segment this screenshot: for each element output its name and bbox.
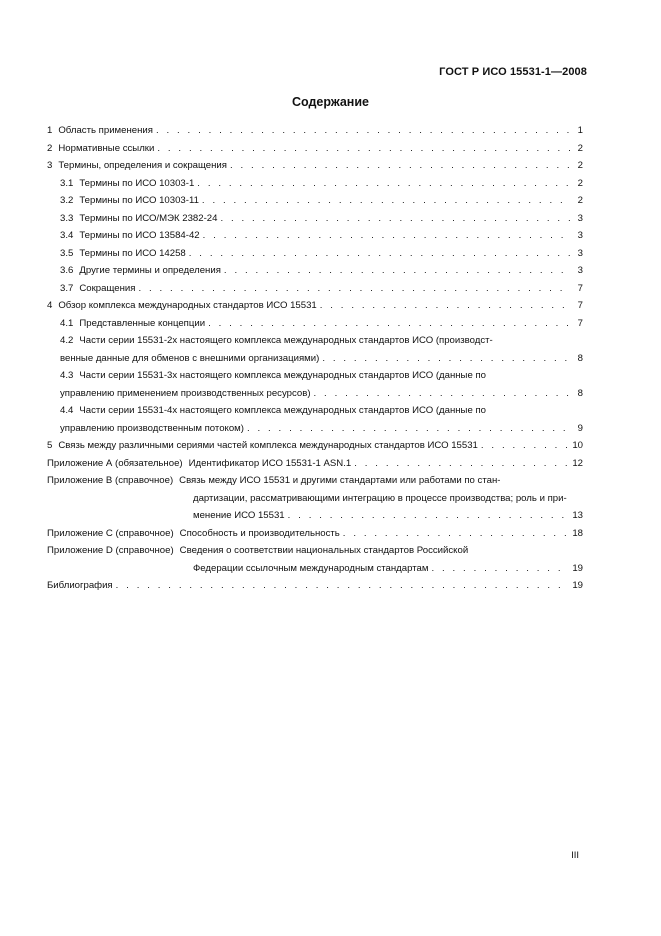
toc-entry-3-3[interactable] — [47, 210, 583, 228]
leader-dots — [202, 192, 570, 210]
toc-page: 10 — [572, 440, 583, 451]
toc-text-line2: управлению применением производственных ресурсов) — [60, 387, 311, 399]
leader-dots — [138, 280, 570, 298]
leader-dots — [320, 297, 570, 315]
toc-entry-3-7[interactable] — [47, 280, 583, 298]
toc-text: Область применения — [58, 125, 153, 136]
toc-text: Термины, определения и сокращения — [58, 160, 227, 171]
toc-page: 2 — [577, 142, 583, 154]
toc-page: 8 — [577, 387, 583, 399]
toc-entry-appendix-c[interactable] — [47, 525, 583, 543]
toc-number: 3.5 — [60, 247, 74, 259]
toc-text: Термины по ИСО 14258 — [79, 247, 186, 259]
leader-dots — [288, 507, 570, 525]
toc-entry-3-5[interactable] — [47, 245, 583, 263]
toc-text-line2: Федерации ссылочным международным стандартам — [193, 562, 429, 574]
toc-number: 3.6 — [60, 265, 74, 276]
leader-dots — [224, 262, 570, 280]
toc-number: 4.1 — [60, 317, 74, 329]
leader-dots — [157, 140, 570, 158]
leader-dots — [230, 157, 570, 175]
toc-text: Идентификатор ИСО 15531-1 ASN.1 — [188, 457, 352, 469]
toc-text: Обзор комплекса международных стандартов ИСО 15531 — [58, 300, 317, 311]
toc-entry-4-3[interactable] — [47, 367, 583, 402]
toc-entry-appendix-b[interactable] — [47, 472, 583, 525]
toc-number: 2 — [47, 142, 53, 154]
toc-page: 19 — [572, 562, 583, 574]
toc-entry-4[interactable] — [47, 297, 583, 315]
toc-entry-5[interactable] — [47, 437, 583, 455]
toc-page: 13 — [572, 510, 583, 521]
leader-dots — [208, 315, 570, 333]
leader-dots — [322, 350, 570, 368]
toc-text-line1: Сведения о соответствии национальных стандартов Российской — [179, 545, 469, 556]
toc-text-line1: Части серии 15531-4х настоящего комплекса международных стандартов ИСО (данные по — [79, 405, 486, 416]
leader-dots — [431, 560, 569, 578]
toc-text: Способность и производительность — [179, 527, 340, 539]
leader-dots — [220, 210, 570, 228]
toc-text: Термины по ИСО 13584-42 — [79, 230, 200, 241]
toc-text-line2: дартизации, рассматривающими интеграцию в процессе производства; роль и при- — [193, 492, 567, 504]
toc-text: Библиография — [47, 580, 113, 591]
leader-dots — [314, 385, 570, 403]
toc-entry-appendix-a[interactable] — [47, 455, 583, 473]
toc-appendix-prefix: Приложение В (справочное) — [47, 475, 174, 486]
toc-page: 2 — [577, 195, 583, 206]
toc-page: 1 — [577, 125, 583, 136]
toc-page: 12 — [572, 457, 583, 469]
document-header: ГОСТ Р ИСО 15531-1—2008 — [439, 66, 587, 78]
toc-page: 7 — [577, 300, 583, 311]
toc-text-line2: управлению производственным потоком) — [60, 422, 244, 434]
toc-number: 3.3 — [60, 212, 74, 224]
leader-dots — [203, 227, 570, 245]
toc-number: 4.2 — [60, 335, 74, 346]
toc-number: 4 — [47, 300, 53, 311]
toc-number: 4.3 — [60, 370, 74, 381]
toc-appendix-prefix: Приложение С (справочное) — [47, 527, 174, 539]
toc-page: 7 — [577, 317, 583, 329]
toc-text: Термины по ИСО/МЭК 2382-24 — [79, 212, 218, 224]
page-number: III — [571, 850, 579, 861]
page-title: Содержание — [291, 95, 369, 109]
toc-text: Связь между различными сериями частей комплекса международных стандартов ИСО 15531 — [58, 440, 478, 451]
toc-entry-4-2[interactable] — [47, 332, 583, 367]
toc-number: 4.4 — [60, 405, 74, 416]
toc-entry-3-6[interactable] — [47, 262, 583, 280]
toc-text-line3: менение ИСО 15531 — [193, 510, 285, 521]
leader-dots — [481, 437, 569, 455]
toc-page: 9 — [577, 422, 583, 434]
toc-entry-4-1[interactable] — [47, 315, 583, 333]
toc-text-line2: венные данные для обменов с внешними организациями) — [60, 352, 320, 364]
toc-number: 3.4 — [60, 230, 74, 241]
toc-number: 3 — [47, 160, 53, 171]
toc-page: 19 — [572, 580, 583, 591]
toc-page: 2 — [577, 177, 583, 189]
toc-number: 3.7 — [60, 282, 74, 294]
toc-page: 7 — [577, 282, 583, 294]
toc-page: 3 — [577, 230, 583, 241]
leader-dots — [156, 122, 570, 140]
toc-page: 3 — [577, 212, 583, 224]
toc-text-line1: Части серии 15531-2х настоящего комплекса международных стандартов ИСО (производст- — [79, 335, 493, 346]
toc-text: Термины по ИСО 10303-11 — [79, 195, 199, 206]
toc-number: 3.2 — [60, 195, 74, 206]
toc-page: 18 — [572, 527, 583, 539]
toc-text: Другие термины и определения — [79, 265, 221, 276]
toc-number: 5 — [47, 440, 53, 451]
toc-text: Нормативные ссылки — [58, 142, 155, 154]
toc-entry-4-4[interactable] — [47, 402, 583, 437]
leader-dots — [247, 420, 570, 438]
toc-page: 8 — [577, 352, 583, 364]
toc-entry-3[interactable] — [47, 157, 583, 175]
leader-dots — [189, 245, 570, 263]
toc-text: Представленные концепции — [79, 317, 206, 329]
toc-entry-3-1[interactable] — [47, 175, 583, 193]
toc-entry-appendix-d[interactable] — [47, 542, 583, 577]
toc-text-line1: Части серии 15531-3х настоящего комплекса международных стандартов ИСО (данные по — [79, 370, 486, 381]
toc-entry-2[interactable] — [47, 140, 583, 158]
toc-text: Термины по ИСО 10303-1 — [79, 177, 195, 189]
leader-dots — [197, 175, 570, 193]
toc-number: 1 — [47, 125, 53, 136]
toc-entry-3-4[interactable] — [47, 227, 583, 245]
table-of-contents — [47, 122, 583, 595]
toc-text-line1: Связь между ИСО 15531 и другими стандартами или работами по стан- — [179, 475, 501, 486]
toc-page: 3 — [577, 265, 583, 276]
toc-appendix-prefix: Приложение D (справочное) — [47, 545, 174, 556]
toc-page: 2 — [577, 160, 583, 171]
leader-dots — [354, 455, 569, 473]
leader-dots — [343, 525, 570, 543]
toc-appendix-prefix: Приложение А (обязательное) — [47, 457, 183, 469]
toc-entry-bibliography[interactable] — [47, 577, 583, 595]
toc-number: 3.1 — [60, 177, 74, 189]
toc-entry-1[interactable] — [47, 122, 583, 140]
toc-page: 3 — [577, 247, 583, 259]
toc-text: Сокращения — [79, 282, 136, 294]
leader-dots — [116, 577, 570, 595]
toc-entry-3-2[interactable] — [47, 192, 583, 210]
